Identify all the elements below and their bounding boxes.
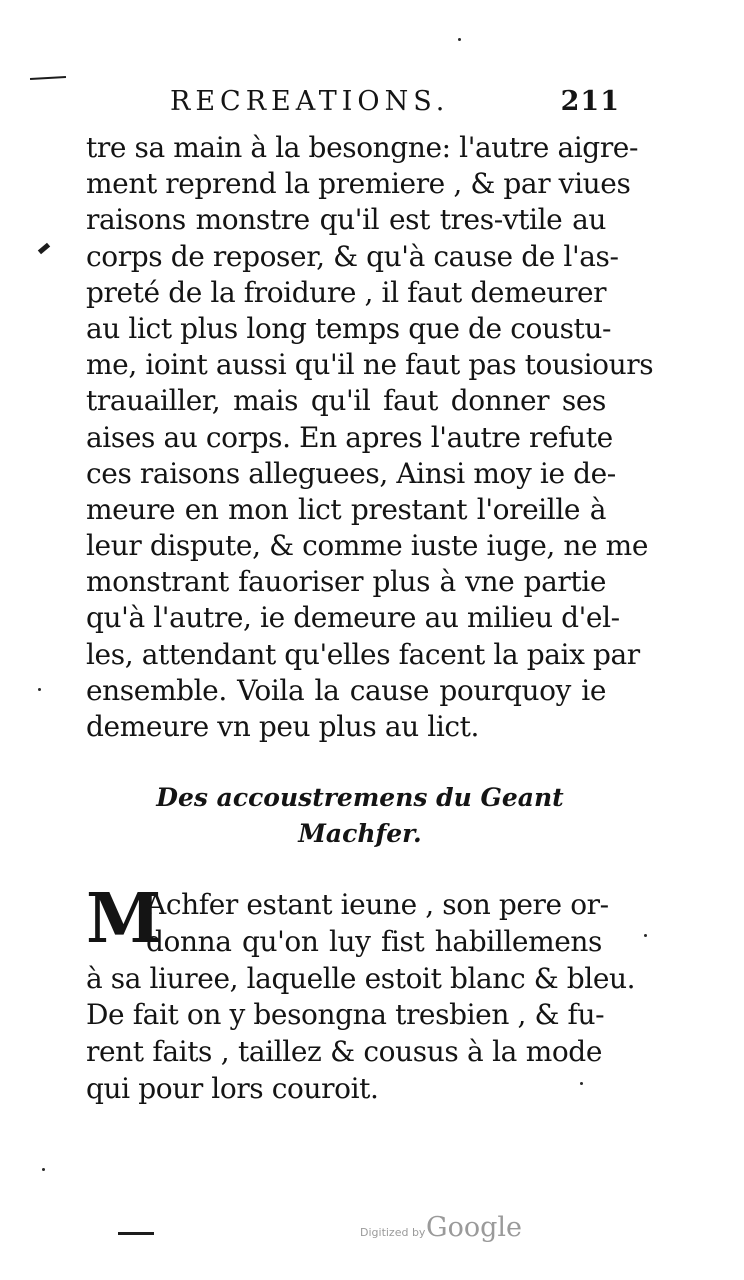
text-line: aises au corps. En apres l'autre refute xyxy=(86,420,613,454)
section-heading xyxy=(120,780,600,852)
text-line: raisons monstre qu'il est tres-vtile au xyxy=(86,203,606,237)
text-line: De fait on y besongna tresbien , & fu- xyxy=(86,998,605,1032)
text-line: qui pour lors couroit. xyxy=(86,1071,379,1105)
text-line: meure en mon lict prestant l'oreille à xyxy=(86,492,606,526)
text-line: au lict plus long temps que de coustu- xyxy=(86,311,612,345)
digitized-watermark xyxy=(360,1214,530,1244)
drop-cap: M xyxy=(86,879,162,959)
scan-speck xyxy=(580,1082,583,1085)
text-line: ment reprend la premiere , & par viues xyxy=(86,167,631,201)
text-line: ensemble. Voila la cause pourquoy ie xyxy=(86,673,606,707)
text-line: rent faits , taillez & cousus à la mode xyxy=(86,1035,602,1069)
scan-mark xyxy=(38,243,50,255)
scan-mark xyxy=(118,1232,154,1235)
text-line: Achfer estant ieune , son pere or- xyxy=(146,888,609,921)
scan-speck xyxy=(42,1168,45,1171)
text-line: monstrant fauoriser plus à vne partie xyxy=(86,565,606,599)
text-line: leur dispute, & comme iuste iuge, ne me xyxy=(86,529,648,563)
digitized-label: Digitized by xyxy=(360,1226,426,1239)
second-section-text xyxy=(86,879,636,1108)
text-line: me, ioint aussi qu'il ne faut pas tousiours xyxy=(86,348,654,382)
text-line: preté de la froidure , il faut demeurer xyxy=(86,275,607,309)
google-logo: Google xyxy=(426,1212,522,1243)
text-line: donna qu'on luy fist habillemens xyxy=(146,924,602,958)
text-line: qu'à l'autre, ie demeure au milieu d'el- xyxy=(86,601,620,635)
text-line: tre sa main à la besongne: l'autre aigre- xyxy=(86,131,639,164)
text-line: à sa liuree, laquelle estoit blanc & bleu. xyxy=(86,961,636,995)
scan-speck xyxy=(644,934,647,937)
running-title: RECREATIONS. xyxy=(170,86,450,117)
body-text xyxy=(86,130,654,745)
scan-mark xyxy=(30,76,66,80)
scan-speck xyxy=(458,38,461,41)
running-head xyxy=(170,86,620,122)
page-number: 211 xyxy=(560,86,620,117)
text-line: les, attendant qu'elles facent la paix par xyxy=(86,637,640,671)
text-line: corps de reposer, & qu'à cause de l'as- xyxy=(86,239,619,273)
text-line: demeure vn peu plus au lict. xyxy=(86,710,480,743)
text-line: trauailler, mais qu'il faut donner ses xyxy=(86,384,606,418)
heading-line: Des accoustremens du Geant xyxy=(156,783,564,812)
heading-line: Machfer. xyxy=(298,819,422,848)
scan-speck xyxy=(38,688,41,691)
text-line: ces raisons alleguees, Ainsi moy ie de- xyxy=(86,456,616,490)
